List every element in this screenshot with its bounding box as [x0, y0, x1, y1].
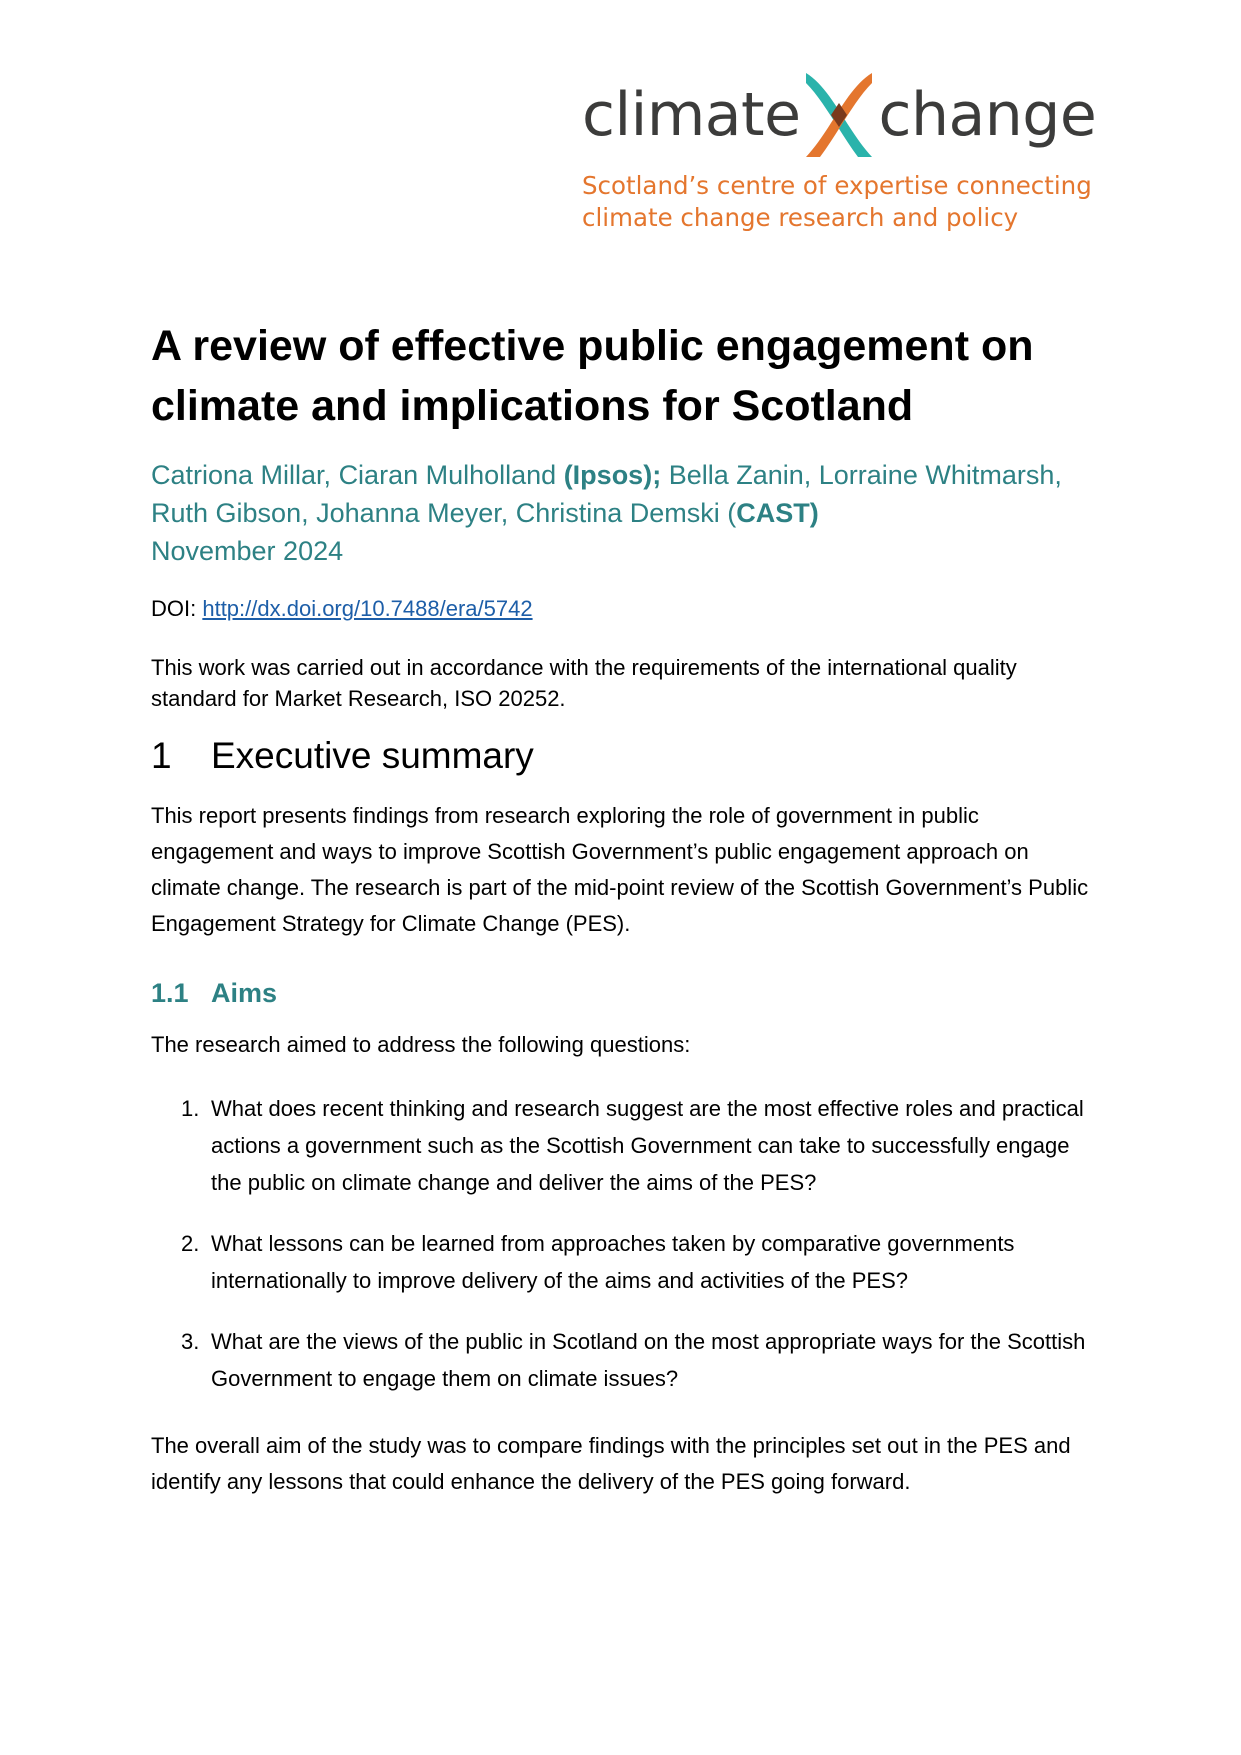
subsection-title: Aims	[211, 978, 278, 1008]
logo-tagline-line: Scotland’s centre of expertise connecting	[582, 171, 1092, 200]
section-number: 1	[151, 735, 172, 776]
aims-intro: The research aimed to address the following questions:	[151, 1032, 691, 1057]
logo-tagline-line: climate change research and policy	[582, 203, 1019, 232]
list-item-number: 1.	[181, 1096, 200, 1121]
section-title: Executive summary	[211, 735, 534, 776]
document-title	[151, 316, 1091, 436]
authors-block	[151, 456, 1091, 570]
research-questions-list	[181, 1090, 1091, 1421]
climatexchange-logo	[582, 70, 1102, 240]
subsection-number: 1.1	[151, 978, 189, 1008]
author-org-ipsos: (Ipsos);	[563, 460, 662, 490]
logo-wordmark	[582, 70, 1096, 160]
section-heading-aims	[151, 975, 277, 1011]
quality-statement: This work was carried out in accordance with the requirements of the international quality standard for Market Research, ISO 20252.	[151, 655, 1017, 711]
list-item-text: What are the views of the public in Scotland on the most appropriate ways for the Scottish Government to engage them on climate issues?	[211, 1329, 1086, 1391]
author-org-cast: CAST)	[736, 498, 819, 528]
list-item-text: What lessons can be learned from approaches taken by comparative governments internationally to improve delivery of the aims and activities of the PES?	[211, 1231, 1015, 1293]
list-item-number: 2.	[181, 1231, 200, 1256]
section-heading-executive-summary	[151, 732, 534, 780]
publication-date: November 2024	[151, 536, 344, 566]
title-line: A review of effective public engagement on	[151, 322, 1034, 370]
list-item-text: What does recent thinking and research suggest are the most effective roles and practical actions a government such as the Scottish Government can take to successfully engage the public on climate change and deliver the aims of the PES?	[211, 1096, 1084, 1195]
executive-summary-paragraph: This report presents findings from research exploring the role of government in public engagement and ways to improve Scottish Government’s public engagement approach on climate change. The research is part of the mid-point review of the Scottish Government’s Public Engagement Strategy for Climate Change (PES).	[151, 803, 1089, 936]
logo-word-change: change	[878, 80, 1097, 150]
title-line: climate and implications for Scotland	[151, 382, 914, 430]
overall-aim-paragraph: The overall aim of the study was to compare findings with the principles set out in the PES and identify any lessons that could enhance the delivery of the PES going forward.	[151, 1433, 1071, 1494]
logo-word-climate: climate	[582, 80, 801, 150]
list-item	[181, 1323, 1091, 1397]
logo-tagline	[582, 170, 1092, 234]
doi-link[interactable]: http://dx.doi.org/10.7488/era/5742	[202, 596, 533, 621]
doi-line	[151, 594, 533, 624]
authors-names: Catriona Millar, Ciaran Mulholland	[151, 460, 564, 490]
authors-names: Bella Zanin, Lorraine Whitmarsh, Ruth Gibson, Johanna Meyer, Christina Demski (	[151, 460, 1062, 528]
crossed-x-logo-icon	[802, 69, 876, 161]
doi-label: DOI:	[151, 596, 203, 621]
list-item	[181, 1090, 1091, 1201]
list-item-number: 3.	[181, 1329, 200, 1354]
list-item	[181, 1225, 1091, 1299]
